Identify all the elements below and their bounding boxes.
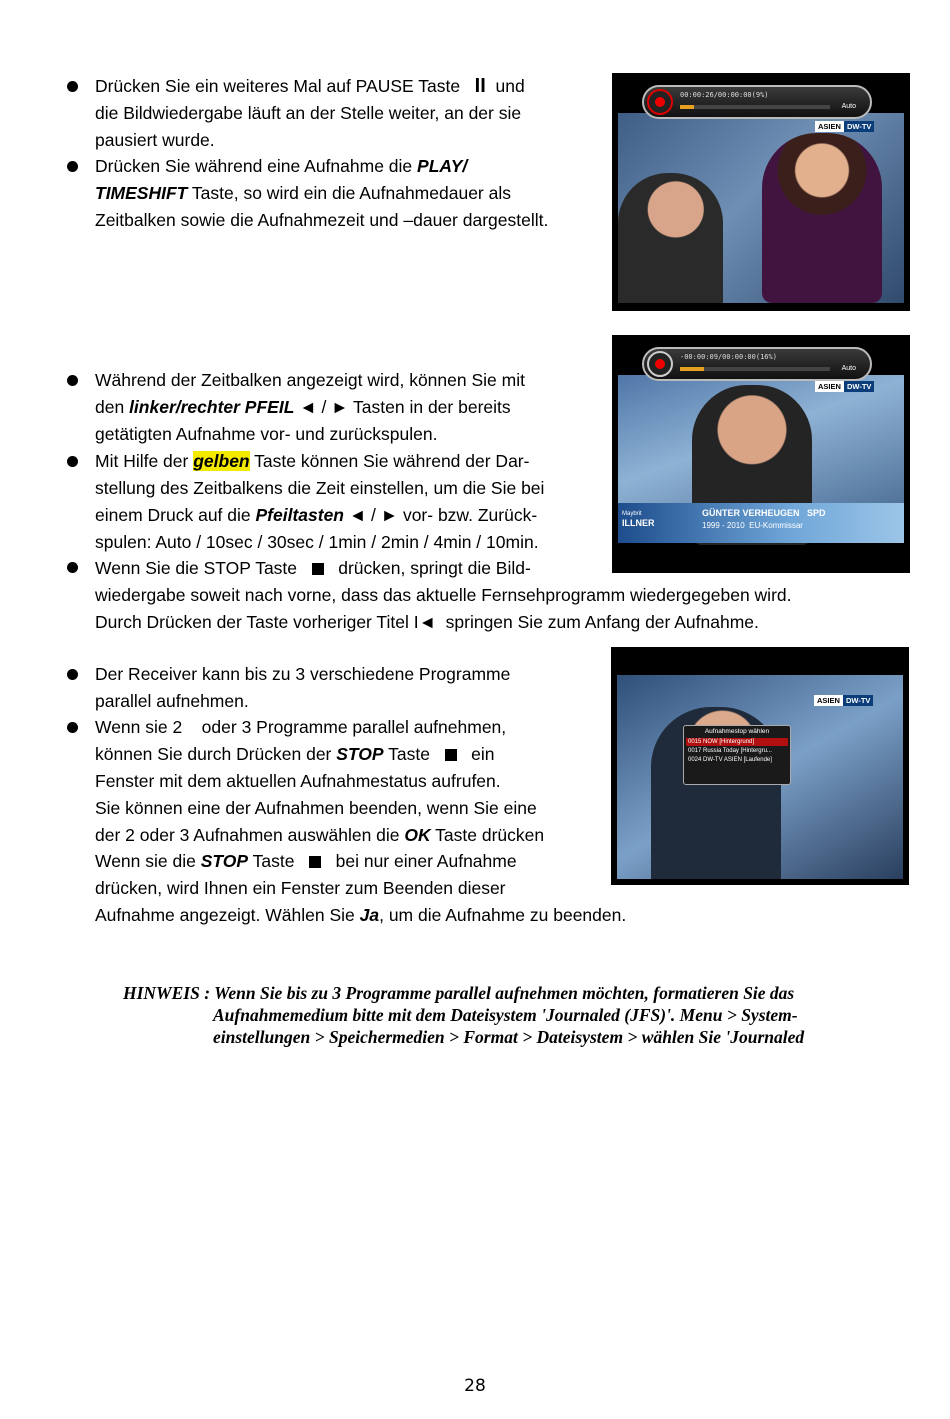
bullet (67, 722, 78, 733)
text-line: Sie können eine der Aufnahmen beenden, wenn Sie eine (95, 798, 537, 818)
channel-logo: DW-TV (844, 121, 874, 132)
tv-screenshot-recording (612, 73, 910, 311)
text-line: Aufnahme angezeigt. Wählen Sie Ja, um die Aufnahme zu beenden. (95, 905, 627, 925)
bullet (67, 81, 78, 92)
text-line: den linker/rechter PFEIL ◄ / ► Tasten in der bereits (95, 397, 511, 417)
progress-track (680, 105, 830, 109)
stop-symbol (312, 563, 324, 575)
stop-dialog (683, 725, 791, 785)
text-line: Wenn sie die STOP Taste bei nur einer Aufnahme (95, 851, 517, 871)
tv-screenshot-timeshift (612, 335, 910, 573)
channel-logo: DW-TV (844, 381, 874, 392)
auto-label: Auto (841, 365, 856, 372)
stop-symbol (445, 749, 457, 761)
text-line: getätigten Aufnahme vor- und zurückspulen. (95, 424, 438, 444)
text-line: Zeitbalken sowie die Aufnahmezeit und –dauer dargestellt. (95, 210, 549, 230)
rewind-icon (647, 351, 673, 377)
text-line: spulen: Auto / 10sec / 30sec / 1min / 2min / 4min / 10min. (95, 532, 539, 552)
guest-name: GÜNTER VERHEUGEN SPD (702, 508, 826, 518)
bullet (67, 161, 78, 172)
text-line: drücken, wird Ihnen ein Fenster zum Beenden dieser (95, 878, 506, 898)
note-line: HINWEIS : Wenn Sie bis zu 3 Programme parallel aufnehmen möchten, formatieren Sie das (123, 983, 795, 1003)
dialog-item[interactable]: 0015 NOW [Hintergrund] (686, 738, 788, 746)
guest-role: 1999 - 2010 EU-Kommissar (702, 521, 803, 530)
text-line: die Bildwiedergabe läuft an der Stelle weiter, an der sie (95, 103, 522, 123)
timeshift-bar (642, 85, 872, 119)
time-readout: 00:00:26/00:00:00(9%) (680, 91, 769, 99)
text-line: können Sie durch Drücken der STOP Taste ein (95, 744, 495, 764)
text-line: wiedergabe soweit nach vorne, dass das aktuelle Fernsehprogramm wiedergegeben wird. (95, 585, 792, 605)
channel-logo: ASIEN (815, 121, 844, 132)
bullet (67, 456, 78, 467)
text-line: der 2 oder 3 Aufnahmen auswählen die OK Taste drücken (95, 825, 545, 845)
progress-track (680, 367, 830, 371)
text-line: Wenn sie 2 oder 3 Programme parallel aufnehmen, (95, 717, 507, 737)
progress-fill (680, 105, 694, 109)
stop-symbol (309, 856, 321, 868)
bullet (67, 375, 78, 386)
text-line: Durch Drücken der Taste vorheriger Titel I◄ springen Sie zum Anfang der Aufnahme. (95, 609, 759, 636)
text-line: Drücken Sie während eine Aufnahme die PLAY/ (95, 156, 468, 176)
dialog-item[interactable]: 0024 DW-TV ASIEN [Laufende] (688, 757, 772, 763)
presenter-figure (762, 133, 882, 303)
auto-label: Auto (841, 103, 856, 110)
channel-logo: ASIEN (815, 381, 844, 392)
text-line: einem Druck auf die Pfeiltasten ◄ / ► vor- bzw. Zurück- (95, 505, 538, 525)
dialog-item[interactable]: 0017 Russia Today [Hintergru... (688, 748, 772, 754)
note-line: Aufnahmemedium bitte mit dem Dateisystem 'Journaled (JFS)'. Menu > System- (213, 1005, 798, 1025)
channel-logo: ASIEN (814, 695, 843, 706)
text-line: Fenster mit dem aktuellen Aufnahmestatus aufrufen. (95, 771, 501, 791)
text-line: stellung des Zeitbalkens die Zeit einstellen, um die Sie bei (95, 478, 545, 498)
text-line: TIMESHIFT Taste, so wird ein die Aufnahmedauer als (95, 183, 511, 203)
previous-title-symbol: I◄ (413, 612, 436, 632)
text-line: Drücken Sie ein weiteres Mal auf PAUSE Taste II und (95, 73, 525, 100)
text-line: Der Receiver kann bis zu 3 verschiedene Programme (95, 664, 511, 684)
bullet (67, 562, 78, 573)
page-number: 28 (464, 1376, 486, 1396)
show-logo: Maybrit (622, 511, 642, 517)
show-logo: ILLNER (622, 518, 655, 528)
time-readout: -00:00:09/00:00:00(16%) (680, 353, 777, 361)
text-line: Mit Hilfe der gelben Taste können Sie während der Dar- (95, 451, 530, 471)
dialog-title: Aufnahmestop wählen (704, 728, 770, 735)
record-icon (647, 89, 673, 115)
tv-screenshot-stop-dialog (611, 647, 909, 885)
guest-figure (618, 173, 723, 303)
text-line: parallel aufnehmen. (95, 691, 249, 711)
note-line: einstellungen > Speichermedien > Format > Dateisystem > wählen Sie 'Journaled (213, 1027, 805, 1047)
channel-logo: DW-TV (843, 695, 873, 706)
progress-fill (680, 367, 704, 371)
bullet (67, 669, 78, 680)
text-line: Wenn Sie die STOP Taste drücken, springt die Bild- (95, 558, 531, 578)
text-line: Während der Zeitbalken angezeigt wird, können Sie mit (95, 370, 525, 390)
timeshift-bar (642, 347, 872, 381)
text-line: pausiert wurde. (95, 130, 215, 150)
pause-symbol: II (474, 75, 486, 97)
